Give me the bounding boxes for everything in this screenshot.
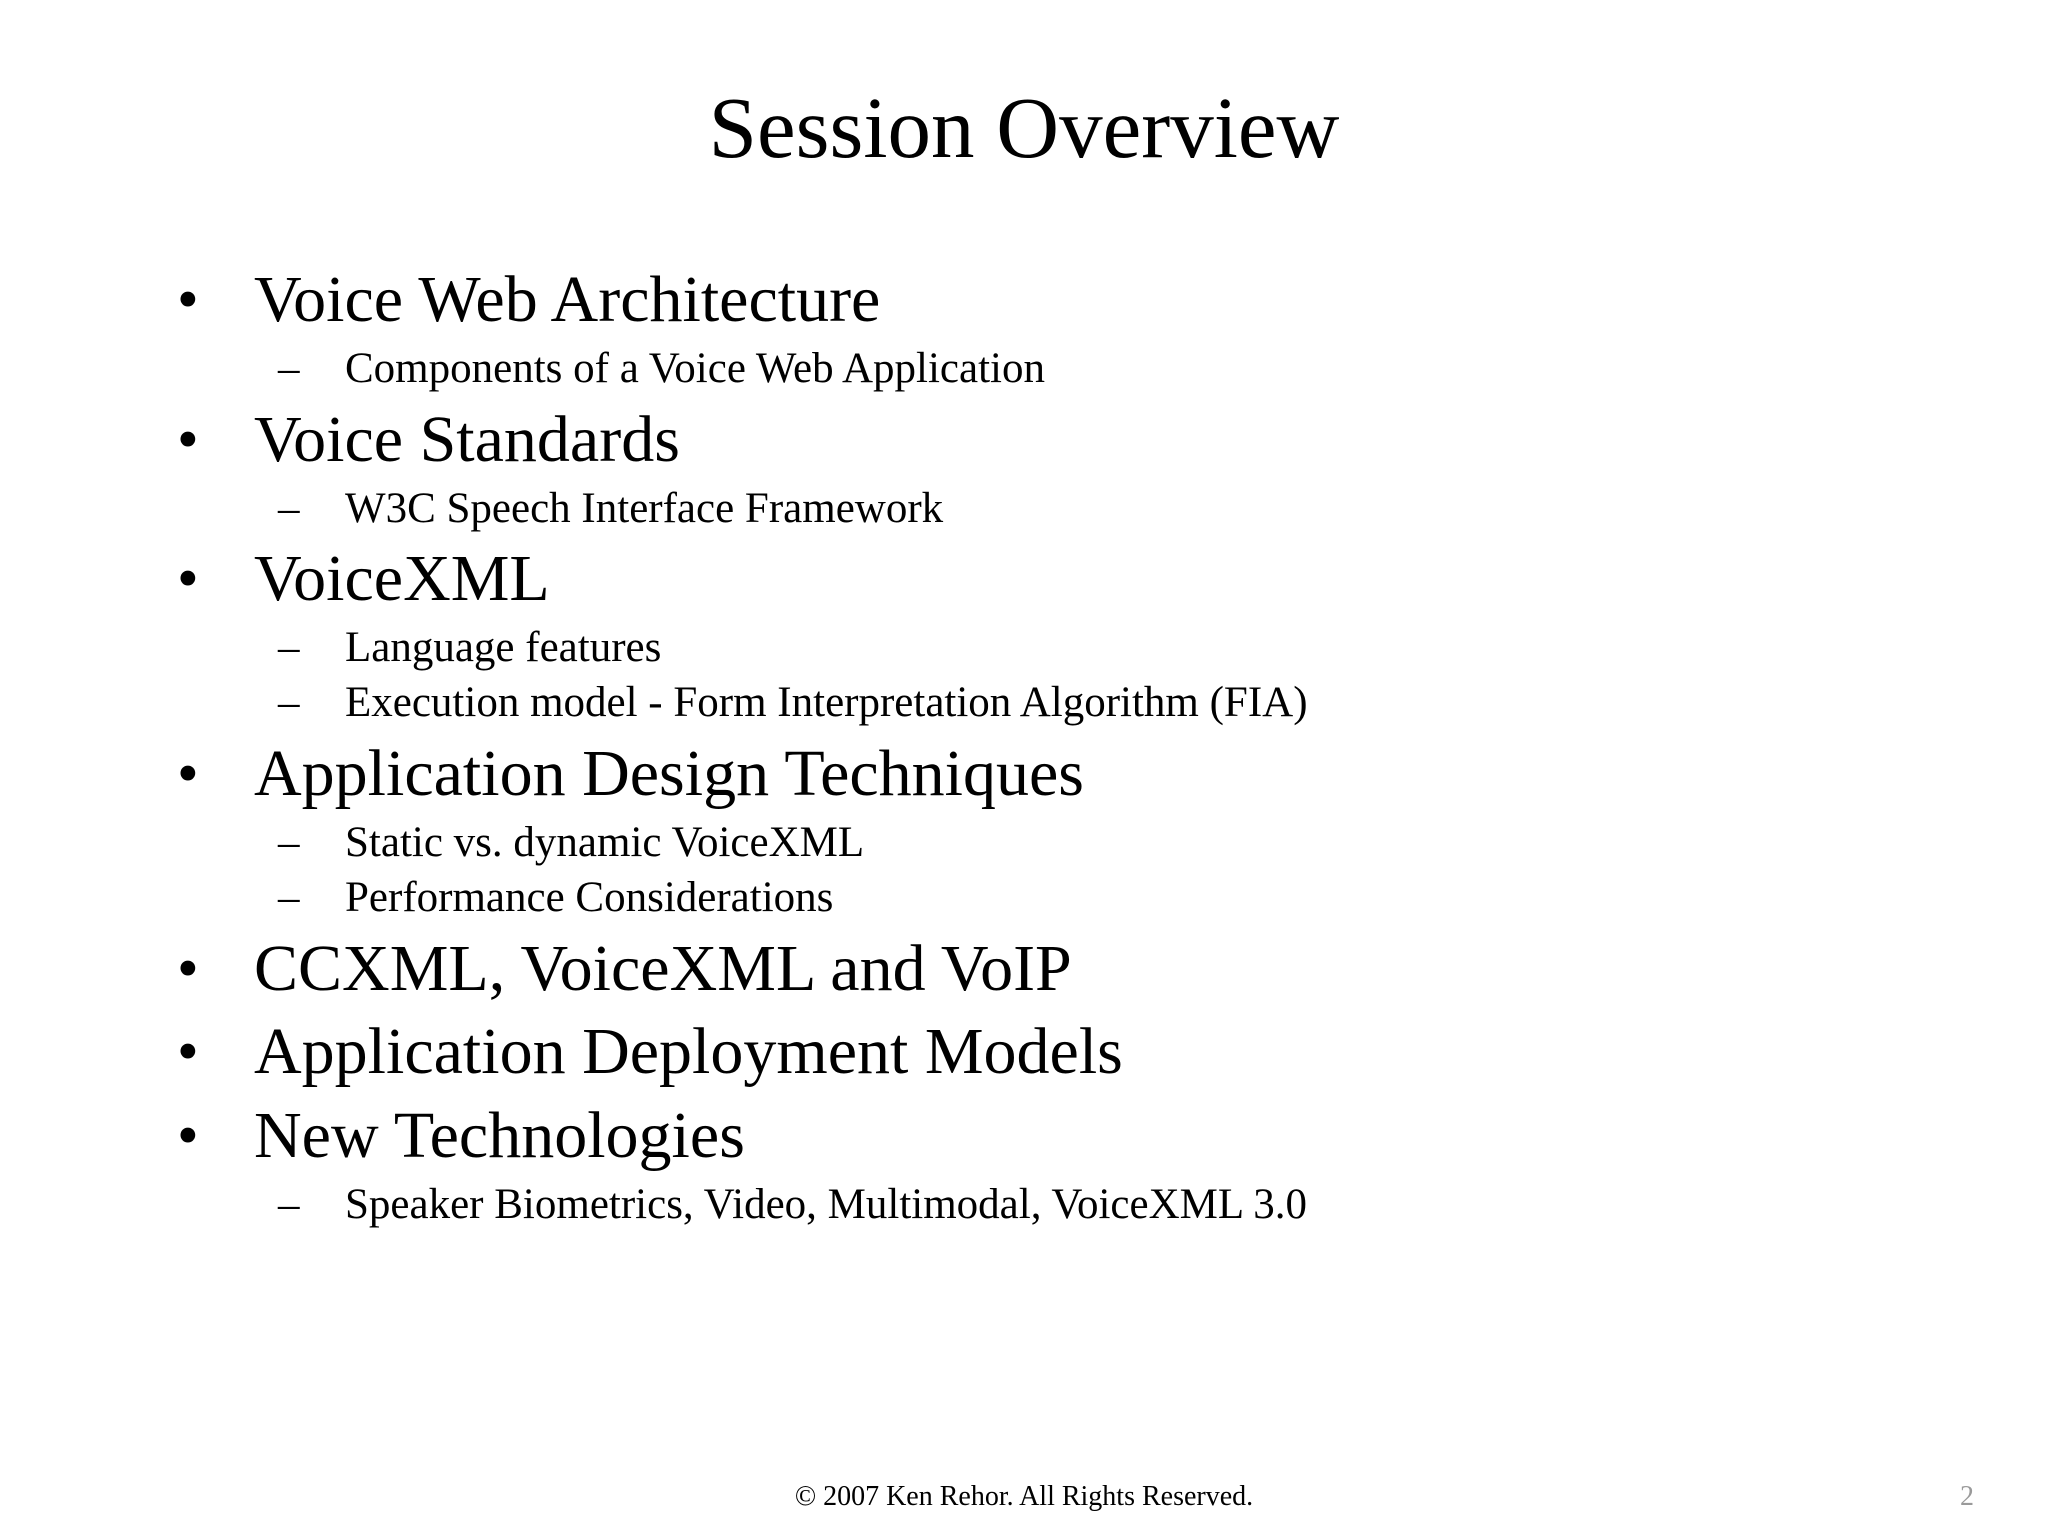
dash-marker: – <box>278 1181 300 1228</box>
footer-copyright: © 2007 Ken Rehor. All Rights Reserved. <box>794 1481 1254 1512</box>
bullet-marker: • <box>177 406 199 474</box>
sub-item-text: W3C Speech Interface Framework <box>345 485 944 532</box>
dash-marker: – <box>278 485 300 532</box>
bullet-text: New Technologies <box>254 1099 745 1172</box>
page-number: 2 <box>1960 1481 1974 1512</box>
bullet-marker: • <box>177 1102 199 1170</box>
bullet-text: Application Design Techniques <box>254 737 1084 810</box>
dash-marker: – <box>278 819 300 866</box>
dash-marker: – <box>278 874 300 921</box>
bullet-text: Voice Standards <box>254 403 680 476</box>
dash-marker: – <box>278 679 300 726</box>
bullet-marker: • <box>177 1018 199 1086</box>
bullet-text: Voice Web Architecture <box>254 263 881 336</box>
dash-marker: – <box>278 345 300 392</box>
sub-item-text: Components of a Voice Web Application <box>345 345 1045 392</box>
sub-item-text: Execution model - Form Interpretation Algorithm (FIA) <box>345 679 1308 726</box>
bullet-text: Application Deployment Models <box>254 1015 1123 1088</box>
bullet-marker: • <box>177 545 199 613</box>
bullet-marker: • <box>177 266 199 334</box>
sub-item-text: Speaker Biometrics, Video, Multimodal, VoiceXML 3.0 <box>345 1181 1308 1228</box>
bullet-text: CCXML, VoiceXML and VoIP <box>254 932 1072 1005</box>
sub-item-text: Language features <box>345 624 662 671</box>
sub-item-text: Performance Considerations <box>345 874 834 921</box>
bullet-marker: • <box>177 740 199 808</box>
sub-item-text: Static vs. dynamic VoiceXML <box>345 819 865 866</box>
dash-marker: – <box>278 624 300 671</box>
bullet-marker: • <box>177 935 199 1003</box>
bullet-text: VoiceXML <box>254 542 550 615</box>
slide-title: Session Overview <box>708 79 1340 176</box>
